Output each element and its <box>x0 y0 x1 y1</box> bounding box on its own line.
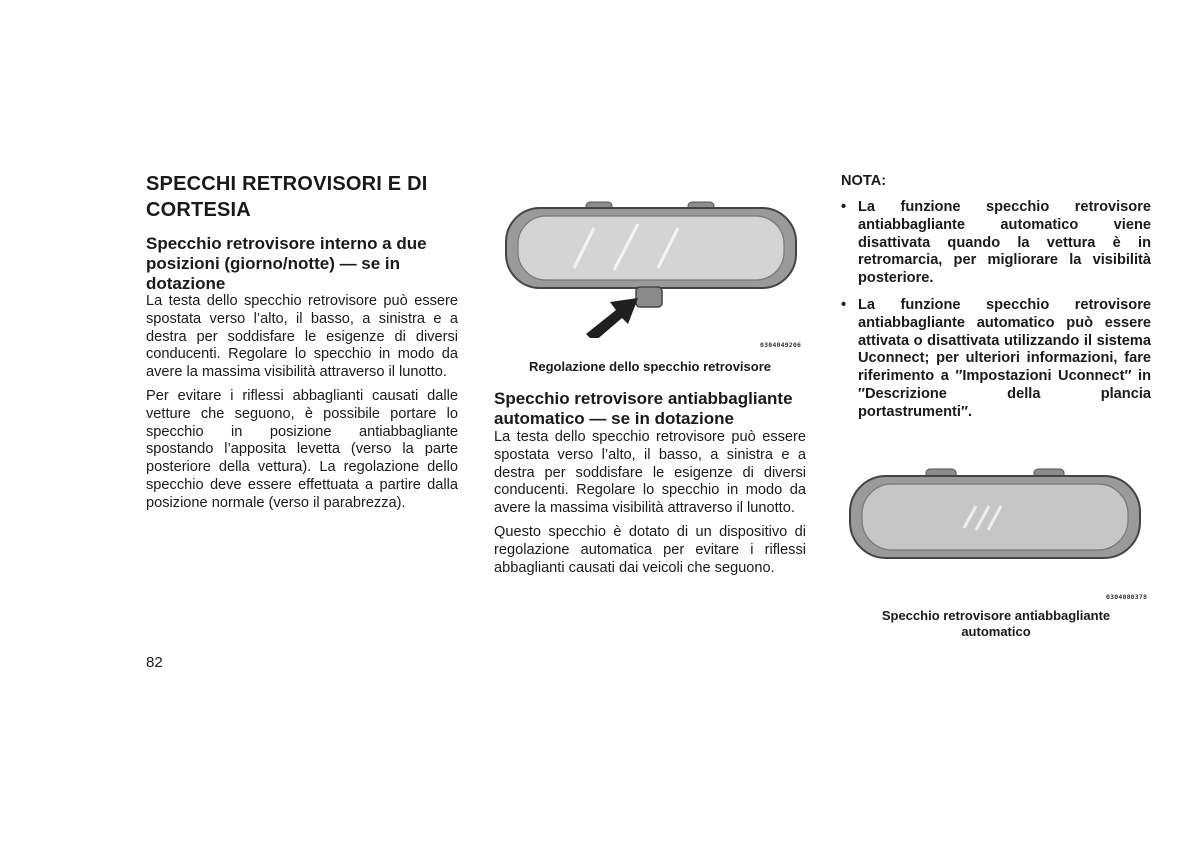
paragraph-auto-dimming: Questo specchio è dotato di un dispositivo di regolazione automatica per evitare i riflessi abbaglianti causati dai veicoli che seguono. <box>494 524 806 576</box>
bullet-icon: • <box>841 199 847 215</box>
bullet-icon: • <box>841 296 847 313</box>
figure-code: 0304080378 <box>1106 593 1148 601</box>
auto-dimming-mirror-illustration <box>846 466 1146 566</box>
subsection-title-auto-dimming-mirror: Specchio retrovisore antiabbagliante automatico — se in dotazione <box>494 389 793 428</box>
figure-caption: Specchio retrovisore antiabbagliante automatico <box>881 608 1111 639</box>
paragraph-adjust-mirror: La testa dello specchio retrovisore può essere spostata verso l’alto, il basso, a sinistra e a destra per soddisfare le esigenze di diversi conducenti. Regolare lo specchio in modo da avere la massima visibilità attraverso il lunotto. <box>146 293 458 381</box>
note-item: • La funzione specchio retrovisore antiabbagliante automatico può essere attivata o disattivata utilizzando il sistema Uconnect; per ulteriori informazioni, fare riferimento a ″Impostazioni Uconnect″ in ″Descrizione della plancia portastrumenti″. <box>841 296 1151 420</box>
page-number: 82 <box>146 654 163 671</box>
note-list <box>841 199 1151 431</box>
figure-caption: Regolazione dello specchio retrovisore <box>528 359 771 374</box>
note-item: • La funzione specchio retrovisore antiabbagliante automatico viene disattivata quando la vettura è in retromarcia, per migliorare la visibilità posteriore. <box>841 199 1151 287</box>
figure-code: 0304049206 <box>760 341 802 349</box>
subsection-title-day-night-mirror: Specchio retrovisore interno a due posizioni (giorno/notte) — se in dotazione <box>146 234 427 293</box>
rearview-mirror-adjustment-illustration <box>498 198 808 338</box>
paragraph-antiglare-lever: Per evitare i riflessi abbaglianti causati dalle vetture che seguono, è possibile portare lo specchio in posizione antiabbagliante spostando l’apposita levetta (verso la parte posteriore della vettura). La regolazione dello specchio deve essere effettuata a partire dalla posizione normale (verso il parabrezza). <box>146 388 458 511</box>
paragraph-adjust-mirror: La testa dello specchio retrovisore può essere spostata verso l’alto, il basso, a sinistra e a destra per soddisfare le esigenze di diversi conducenti. Regolare lo specchio in modo da avere la massima visibilità attraverso il lunotto. <box>494 429 806 517</box>
section-title: SPECCHI RETROVISORI E DI CORTESIA <box>146 173 428 221</box>
note-title: NOTA: <box>841 173 887 189</box>
